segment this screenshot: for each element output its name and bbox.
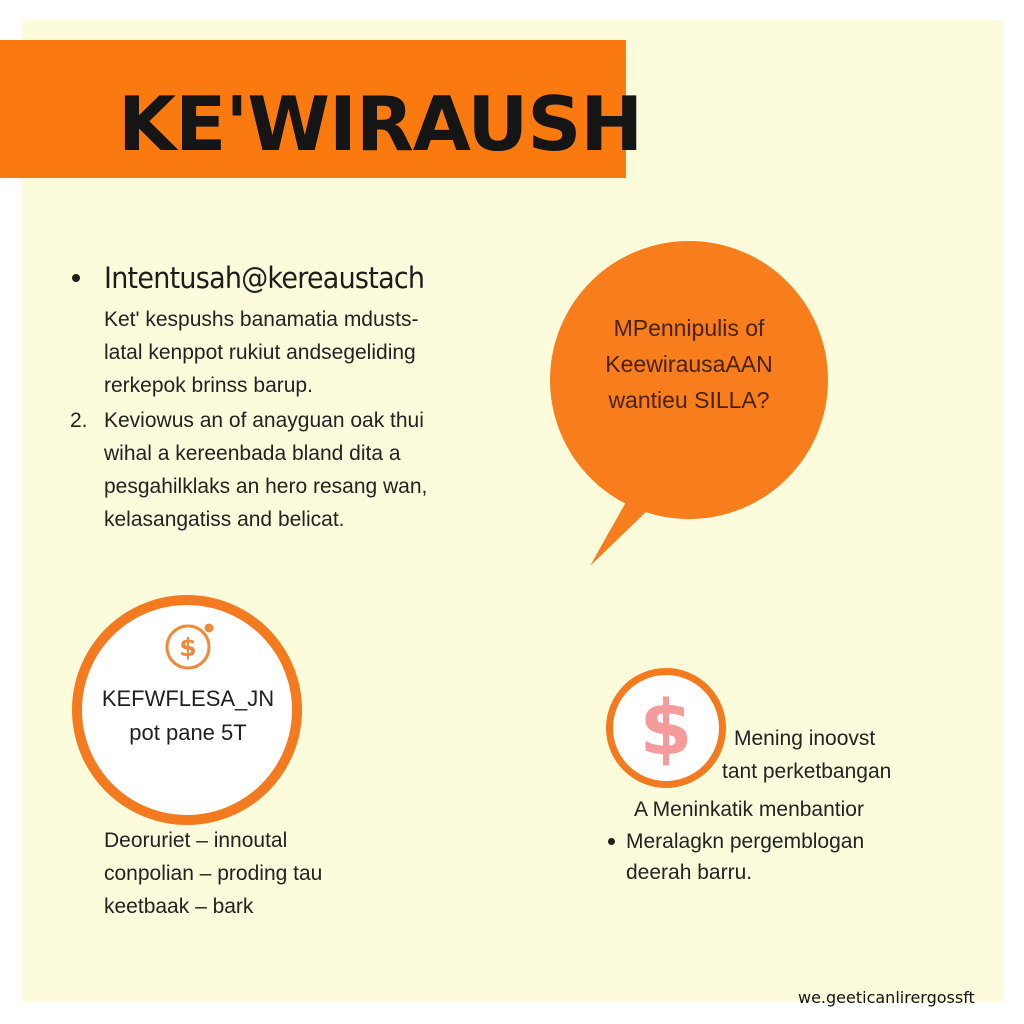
feature-circle-line: KEFWFLESA_JN	[101, 686, 275, 711]
speech-bubble-text	[554, 310, 824, 418]
speech-line: KeewirausaAAN	[605, 351, 773, 377]
bullet-dot	[72, 274, 80, 282]
point2-paragraph	[104, 404, 427, 536]
intro-line: Ket' kespushs banamatia mdusts-	[104, 308, 419, 331]
point2-line: wihal a kereenbada bland dita a	[104, 442, 401, 465]
bottom-left-text	[104, 824, 322, 923]
bottom-left-line: keetbaak – bark	[104, 895, 254, 918]
bullet-dot	[608, 838, 615, 845]
right-text-line-4: Meralagkn pergemblogan	[626, 830, 865, 853]
speech-line: MPennipulis of	[613, 315, 765, 341]
feature-circle-line: pot pane 5T	[129, 720, 247, 745]
point2-line: kelasangatiss and belicat.	[104, 508, 345, 531]
feature-circle-text	[90, 682, 286, 750]
right-text-line-1: Mening inoovst	[734, 727, 876, 750]
footer-url: we.geeticanlirergossft	[798, 988, 975, 1007]
dollar-sign-icon: $	[639, 683, 693, 772]
intro-paragraph	[104, 303, 419, 402]
point-number: 2.	[70, 409, 88, 432]
bottom-left-line: Deoruriet – innoutal	[104, 829, 288, 852]
bottom-left-line: conpolian – proding tau	[104, 862, 323, 885]
point2-line: pesgahilklaks an hero resang wan,	[104, 475, 428, 498]
right-text-line-2: tant perketbangan	[722, 760, 892, 783]
intro-line: latal kenppot rukiut andsegeliding	[104, 341, 416, 364]
point2-line: Keviowus an of anayguan oak thui	[104, 409, 424, 432]
svg-text:$: $	[179, 633, 197, 662]
right-text-line-3: A Meninkatik menbantior	[634, 798, 864, 821]
page-title: KE'WIRAUSH	[118, 80, 643, 168]
dollar-coin-icon	[160, 615, 220, 675]
right-text-line-5: deerah barru.	[626, 861, 753, 884]
intro-line: rerkepok brinss barup.	[104, 374, 313, 397]
speech-line: wantieu SILLA?	[608, 387, 770, 413]
intro-heading: Intentusah@kereaustach	[104, 261, 425, 295]
